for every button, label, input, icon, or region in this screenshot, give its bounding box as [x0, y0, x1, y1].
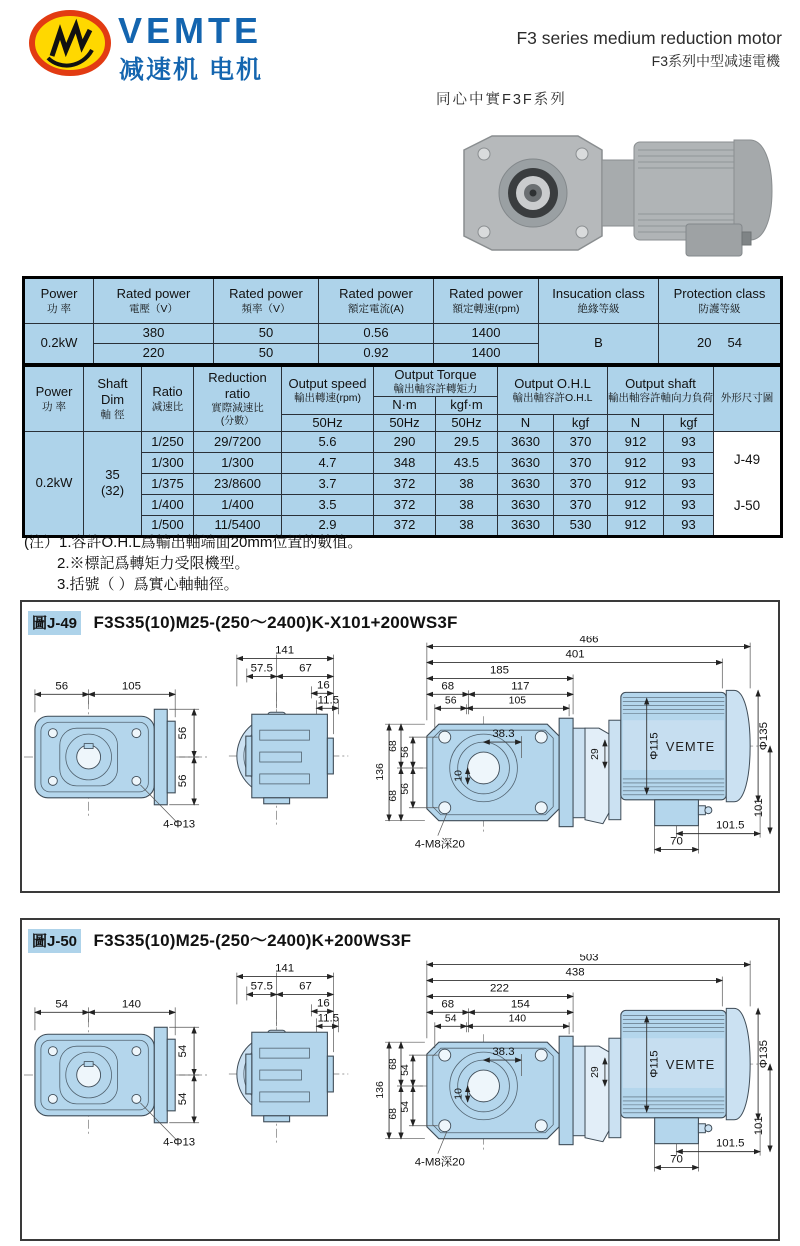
text-el: 140 [508, 1013, 527, 1025]
span-el: 20 [697, 335, 712, 351]
vemte-logo-icon [26, 6, 118, 78]
circle-el [48, 776, 57, 785]
table2-cell: 372 [374, 515, 436, 536]
header-power [24, 366, 84, 432]
text-el: 101 [753, 798, 766, 818]
note-2: 2.※標記爲轉矩力受限機型。 [57, 555, 250, 572]
text-el: 11.5 [317, 694, 340, 707]
table2-cell: 38 [436, 494, 498, 515]
table2-cell: 29.5 [436, 431, 498, 452]
header-voltage [94, 278, 214, 324]
rect-el [698, 1124, 705, 1133]
div-el: Ratio [152, 384, 183, 400]
div-el: Protection class [673, 286, 766, 302]
text-el: 54 [399, 1101, 411, 1113]
td-el: 50 [214, 344, 319, 365]
text-el: Φ135 [758, 722, 771, 751]
circle-el [576, 226, 588, 238]
div-el: 頻率（V） [241, 302, 291, 315]
header-tq-50hz-2: 50Hz [436, 414, 498, 431]
table2-cell: 1/375 [142, 473, 194, 494]
text-el: 57.5 [250, 662, 273, 675]
text-el: 401 [565, 648, 585, 661]
text-el: 185 [489, 664, 510, 677]
header-ohl-kgf: kgf [554, 414, 608, 431]
header-shaft-dim [84, 366, 142, 432]
rect-el [84, 1062, 93, 1067]
rect-el [559, 718, 573, 826]
circle-el [705, 1125, 712, 1132]
product-photo [450, 128, 785, 270]
table2-cell: 370 [554, 431, 608, 452]
figure-box-j49 [20, 600, 780, 893]
table2-cell: 3630 [498, 431, 554, 452]
div-el: (32) [100, 483, 125, 499]
rect-el [264, 798, 290, 804]
technical-drawing-j49 [22, 636, 778, 890]
text-el: 4-M8深20 [414, 1156, 465, 1169]
ratings-table [22, 276, 783, 366]
text-el: 136 [375, 763, 387, 781]
text-el: VEMTE [665, 739, 716, 755]
div-el: Power [40, 286, 78, 302]
circle-el [468, 1070, 500, 1102]
performance-table-body [24, 431, 782, 536]
header-ohl [498, 366, 608, 415]
div-el: Rated power [339, 286, 413, 302]
div-el: Output O.H.L [514, 375, 591, 391]
table2-cell: 2.9 [282, 515, 374, 536]
text-el: 68 [388, 1058, 400, 1070]
text-el: 68 [441, 680, 455, 693]
div-el: Output Torque [394, 367, 477, 382]
text-el: 101.5 [715, 1137, 745, 1150]
table2-cell: 93 [664, 452, 714, 473]
figure-ref-cell [714, 431, 782, 536]
table2-cell: 370 [554, 494, 608, 515]
rect-el [742, 232, 751, 245]
note-3: 3.括號（ ）爲實心軸軸徑。 [57, 576, 239, 593]
text-el: 4-M8深20 [414, 838, 465, 851]
table2-cell: 370 [554, 473, 608, 494]
notes [24, 532, 362, 595]
front-view [24, 998, 207, 1148]
table2-cell: 3.7 [282, 473, 374, 494]
figure-title-j50 [22, 920, 778, 954]
table2-cell: 372 [374, 473, 436, 494]
div-el: Insucation class [552, 286, 645, 302]
rect-el [264, 1116, 290, 1122]
table2-cell: 3630 [498, 452, 554, 473]
table2-cell: 912 [608, 452, 664, 473]
text-el: 11.5 [317, 1012, 340, 1025]
rect-el [609, 720, 621, 819]
table2-cell: 530 [554, 515, 608, 536]
table2-cell: 1/400 [142, 494, 194, 515]
text-el: Φ135 [758, 1040, 771, 1069]
text-el: 466 [579, 636, 599, 646]
span-el: 54 [727, 335, 742, 351]
text-el: 29 [589, 1066, 601, 1078]
circle-el [478, 226, 490, 238]
circle-el [535, 802, 547, 814]
circle-el [705, 807, 712, 814]
circle-el [132, 1047, 141, 1056]
table2-cell: 93 [664, 494, 714, 515]
header-ohl-n: N [498, 414, 554, 431]
circle-el [576, 148, 588, 160]
path-el [726, 1008, 750, 1119]
text-el: 56 [399, 746, 411, 758]
text-el: Φ115 [648, 732, 661, 760]
circle-el [48, 1094, 57, 1103]
div-el: (分數） [220, 415, 255, 427]
table2-cell: 93 [664, 431, 714, 452]
power-value: 0.2kW [24, 431, 84, 536]
div-el: 輸出轉速(rpm) [293, 391, 362, 404]
text-el: 68 [441, 998, 455, 1011]
table2-cell: 93 [664, 473, 714, 494]
text-el: 57.5 [250, 980, 273, 993]
rect-el [154, 709, 167, 804]
circle-el [478, 148, 490, 160]
header-protection [659, 278, 782, 324]
header-current [319, 278, 434, 324]
shaft-dim-value [84, 431, 142, 536]
table2-cell: 1/250 [142, 431, 194, 452]
circle-el [132, 1094, 141, 1103]
tbody-el [24, 278, 782, 365]
table2-cell: 348 [374, 452, 436, 473]
table2-cell: 93 [664, 515, 714, 536]
table2-cell: 11/5400 [194, 515, 282, 536]
rect-el [655, 1118, 699, 1144]
div-el: 額定轉速(rpm) [452, 302, 520, 315]
text-el: 140 [121, 998, 141, 1011]
circle-el [530, 190, 537, 197]
text-el: 56 [399, 783, 411, 795]
circle-el [535, 731, 547, 743]
div-el: 輸出軸容許轉矩力 [393, 383, 478, 396]
header-ratio [142, 366, 194, 432]
div-el: 功 率 [47, 302, 71, 315]
table2-cell: 1/300 [194, 452, 282, 473]
table2-cell: 43.5 [436, 452, 498, 473]
div-el: 外形尺寸圖 [720, 392, 774, 405]
td-el: 1400 [434, 344, 539, 365]
div-el: 實際減速比 [211, 402, 264, 415]
text-el: 70 [670, 1153, 683, 1166]
div-el: Rated power [229, 286, 303, 302]
table2-cell: 370 [554, 452, 608, 473]
path-el [726, 690, 750, 801]
rect-el [573, 728, 585, 818]
header-figure [714, 366, 782, 432]
text-el: 38.3 [492, 728, 515, 741]
text-el: 56 [177, 774, 190, 788]
text-el: 56 [177, 726, 190, 740]
table2-cell: 5.6 [282, 431, 374, 452]
div-el: Power [35, 384, 73, 400]
circle-el [48, 729, 57, 738]
rect-el [246, 1054, 252, 1094]
div-el: 功 率 [42, 400, 66, 413]
profile-view [229, 963, 348, 1146]
text-el: 29 [589, 748, 601, 760]
td-el: 50 [214, 324, 319, 344]
text-el: 4-Φ13 [163, 818, 196, 831]
figure-tag-j49: 圖J-49 [28, 611, 81, 635]
div-el: 35 [105, 467, 120, 483]
rect-el [246, 736, 252, 776]
text-el: 68 [388, 1108, 400, 1120]
circle-el [132, 776, 141, 785]
table2-cell: 3.5 [282, 494, 374, 515]
text-el: 54 [444, 1013, 457, 1025]
table2-cell: 912 [608, 473, 664, 494]
circle-el [439, 802, 451, 814]
header-speed-50hz: 50Hz [282, 414, 374, 431]
div-el: Shaft Dim [97, 376, 128, 408]
circle-el [468, 752, 500, 784]
series-subtitle: 同心中實F3F系列 [436, 92, 567, 108]
dimension-drawing [22, 636, 778, 888]
table2-cell: 38 [436, 515, 498, 536]
photo-terminal-box [686, 224, 742, 256]
table2-cell: 912 [608, 494, 664, 515]
rect-el [609, 1038, 621, 1137]
ratings-row-380 [24, 324, 782, 344]
header-reduction-ratio [194, 366, 282, 432]
div-el: 軸 徑 [100, 408, 125, 421]
header-output-shaft [608, 366, 714, 415]
note-1: (注）1.容許O.H.L爲輸出軸端面20mm位置的數值。 [24, 534, 363, 551]
text-el: 101.5 [715, 819, 745, 832]
table2-cell: 1/300 [142, 452, 194, 473]
text-el: 438 [565, 966, 585, 979]
text-el: 222 [489, 982, 510, 995]
text-el: 10 [453, 770, 465, 782]
header-os-kgf: kgf [664, 414, 714, 431]
rect-el [167, 721, 175, 793]
protection-value [659, 324, 782, 365]
header-output-torque [374, 366, 498, 397]
dimension-drawing [22, 954, 778, 1206]
text-el: 105 [121, 680, 141, 693]
text-el: 4-Φ13 [163, 1136, 196, 1149]
table2-cell: 3630 [498, 515, 554, 536]
figure-title-j49 [22, 602, 778, 636]
table2-cell: 1/400 [194, 494, 282, 515]
text-el: 136 [375, 1081, 387, 1099]
rect-el [167, 1039, 175, 1111]
rect-el [573, 1046, 585, 1136]
perf-header-row-1 [24, 366, 782, 397]
circle-el [48, 1047, 57, 1056]
header-output-speed [282, 366, 374, 415]
table2-cell: 4.7 [282, 452, 374, 473]
div-el: 絶緣等級 [577, 302, 620, 315]
table2-cell: 290 [374, 431, 436, 452]
text-el: 101 [753, 1116, 766, 1136]
figure-ref-j50: J-50 [733, 497, 761, 513]
text-el: 70 [670, 835, 683, 848]
div-el: Rated power [449, 286, 523, 302]
div-el: 額定電流(A) [348, 302, 404, 315]
circle-el [132, 729, 141, 738]
table2-cell: 912 [608, 431, 664, 452]
td-el: 220 [94, 344, 214, 365]
text-el: 54 [177, 1092, 190, 1106]
text-el: 56 [55, 680, 69, 693]
text-el: 67 [299, 980, 312, 993]
brand-subtitle: 减速机 电机 [119, 56, 263, 84]
circle-el [535, 1049, 547, 1061]
insulation-value: B [539, 324, 659, 365]
photo-adapter [602, 160, 634, 226]
circle-el [439, 1049, 451, 1061]
table2-cell: 372 [374, 494, 436, 515]
text-el: 67 [299, 662, 312, 675]
div-el: Output speed [288, 375, 367, 391]
div-el: 輸出軸容許O.H.L [512, 391, 593, 404]
table2-row [24, 431, 782, 452]
figure-model-j50: F3S35(10)M25-(250～2400)K+200WS3F [93, 931, 412, 950]
table2-cell: 38 [436, 473, 498, 494]
text-el: VEMTE [665, 1057, 716, 1073]
brand-name: VEMTE [118, 10, 263, 51]
div-el: 電壓（V） [128, 302, 178, 315]
table2-cell: 912 [608, 515, 664, 536]
profile-view [229, 645, 348, 828]
performance-table [22, 364, 783, 538]
td-el: 0.92 [319, 344, 434, 365]
header-power [24, 278, 94, 324]
figure-tag-j50: 圖J-50 [28, 929, 81, 953]
text-el: 105 [508, 695, 527, 707]
figure-box-j50 [20, 918, 780, 1241]
side-view [375, 954, 770, 1172]
front-view [24, 680, 207, 830]
div-el: Reduction ratio [208, 369, 267, 402]
text-el: 54 [399, 1064, 411, 1076]
figure-model-j49: F3S35(10)M25-(250～2400)K-X101+200WS3F [93, 613, 458, 632]
circle-el [439, 731, 451, 743]
header-tq-50hz-1: 50Hz [374, 414, 436, 431]
text-el: 54 [177, 1044, 190, 1058]
table2-cell: 1/500 [142, 515, 194, 536]
power-value: 0.2kW [24, 324, 94, 365]
td-el: 0.56 [319, 324, 434, 344]
table2-cell: 29/7200 [194, 431, 282, 452]
table2-cell: 23/8600 [194, 473, 282, 494]
header-os-n: N [608, 414, 664, 431]
text-el: 16 [317, 679, 330, 692]
text-el: 10 [453, 1088, 465, 1100]
side-view [375, 636, 770, 854]
rect-el [327, 738, 333, 774]
text-el: Φ115 [648, 1050, 661, 1078]
rect-el [327, 1056, 333, 1092]
header-frequency [214, 278, 319, 324]
text-el: 68 [388, 790, 400, 802]
text-el: 141 [275, 962, 295, 975]
text-el: 56 [444, 695, 457, 707]
rect-el [559, 1036, 573, 1144]
text-el: 154 [510, 998, 530, 1011]
table2-cell: 3630 [498, 494, 554, 515]
page-title-zh: F3系列中型减速電機 [651, 53, 780, 69]
text-el: 54 [55, 998, 69, 1011]
text-el: 117 [511, 680, 530, 693]
table2-cell: 3630 [498, 473, 554, 494]
header-torque-kgfm: kgf·m [436, 397, 498, 414]
circle-el [535, 1120, 547, 1132]
div-el: 防護等級 [698, 302, 741, 315]
figure-ref-j49: J-49 [733, 451, 761, 467]
ratings-header-row [24, 278, 782, 324]
rect-el [698, 806, 705, 815]
rect-el [84, 744, 93, 749]
page-title: F3 series medium reduction motor [516, 28, 782, 48]
header-speed [434, 278, 539, 324]
td-el: 380 [94, 324, 214, 344]
div-el: 輸出軸容許軸向力負荷 [608, 391, 713, 404]
rect-el [154, 1027, 167, 1122]
text-el: 68 [388, 740, 400, 752]
header-insulation [539, 278, 659, 324]
text-el: 16 [317, 997, 330, 1010]
technical-drawing-j50 [22, 954, 778, 1208]
rect-el [252, 1032, 328, 1116]
text-el: 38.3 [492, 1046, 515, 1059]
rect-el [252, 714, 328, 798]
td-el: 1400 [434, 324, 539, 344]
div-el: 减速比 [151, 400, 184, 413]
circle-el [439, 1120, 451, 1132]
div-el: Rated power [116, 286, 191, 302]
tbody-el [24, 366, 782, 432]
text-el: 503 [579, 954, 599, 964]
header-torque-nm: N·m [374, 397, 436, 414]
rect-el [655, 800, 699, 826]
text-el: 141 [275, 644, 295, 657]
div-el: Output shaft [625, 375, 696, 391]
